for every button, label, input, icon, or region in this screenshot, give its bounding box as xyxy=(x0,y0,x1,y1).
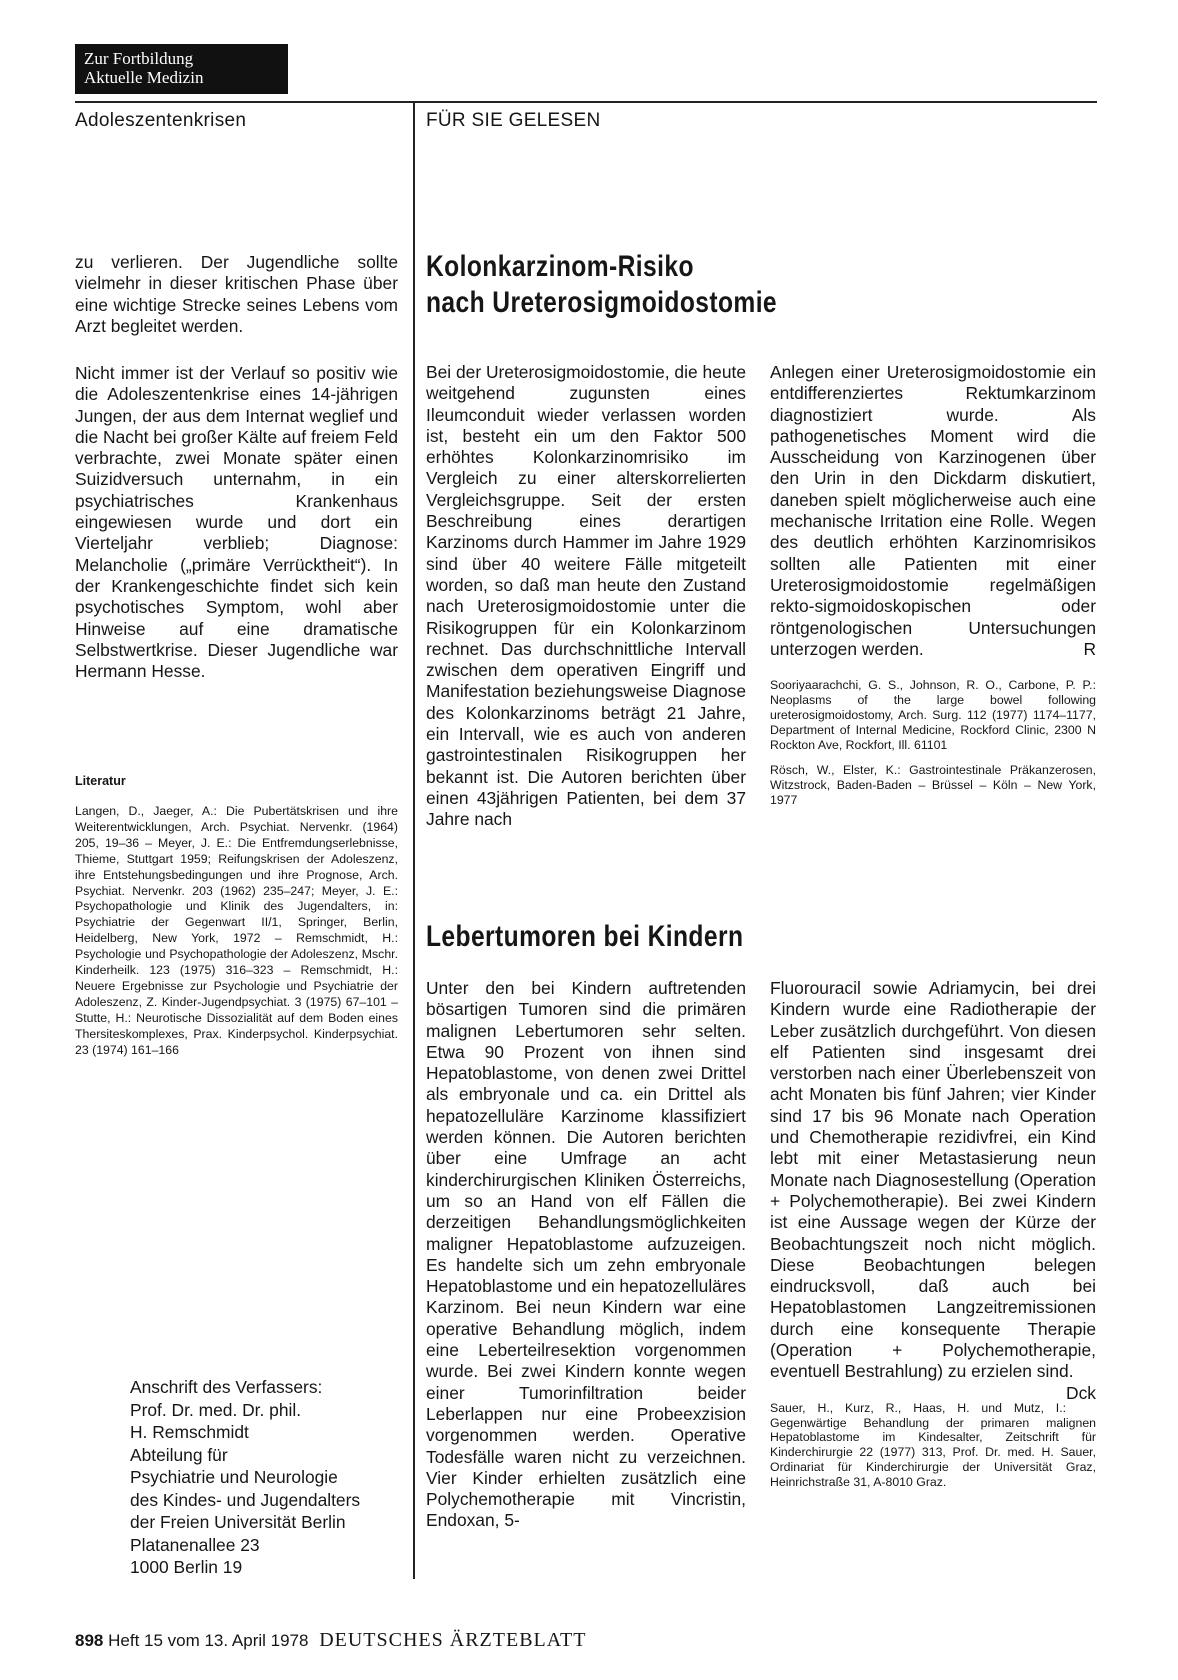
address-line: Abteilung für xyxy=(130,1444,228,1465)
article-2-signature: Dck xyxy=(1066,1382,1096,1403)
article-1-title-line-1: Kolonkarzinom-Risiko xyxy=(426,250,694,283)
right-section-title: FÜR SIE GELESEN xyxy=(426,110,601,131)
issue-info: Heft 15 vom 13. April 1978 xyxy=(108,1631,309,1650)
address-line: Platanenallee 23 xyxy=(130,1534,260,1555)
address-line: H. Remschmidt xyxy=(130,1422,249,1442)
article-1-title xyxy=(426,249,777,321)
article-1-reference-1: Sooriyaarachchi, G. S., Johnson, R. O., Carbone, P. P.: Neoplasms of the large bowel following ureterosigmoidostomy, Arch. Surg. 112 (1977) 1174–1177, Department of Internal Medicine, Rockford Clinic, 2300 N Rockton Ave, Rockfort, Ill. 61101 xyxy=(770,678,1096,752)
address-line: 1000 Berlin 19 xyxy=(130,1557,243,1577)
section-badge xyxy=(75,44,288,94)
article-1-column-1-text: Bei der Ureterosigmoidostomie, die heute weitgehend zugunsten eines Ileumconduit wieder verlassen worden ist, besteht ein um den Faktor 500 erhöhtes Kolonkarzinomrisiko im Vergleich zu einer alterskorrelierten Vergleichsgruppe. Seit der ersten Beschreibung eines derartigen Karzinoms durch Hammer im Jahre 1929 sind über 40 weitere Fälle mitgeteilt worden, so daß man heute den Zustand nach Ureterosigmoidostomie unter die Risikogruppen für ein Kolonkarzinom rechnet. Das durchschnittliche Intervall zwischen dem operativen Eingriff und Manifestation beziehungsweise Diagnose des Kolonkarzinoms beträgt 21 Jahre, ein Intervall, wie es auch von anderen gastrointestinalen Risikogruppen her bekannt ist. Die Autoren berichten über einen 43jährigen Patienten, bei dem 37 Jahre nach xyxy=(426,362,746,830)
address-line: Prof. Dr. med. Dr. phil. xyxy=(130,1399,302,1420)
left-section-title: Adoleszentenkrisen xyxy=(75,110,247,131)
author-address xyxy=(130,1376,360,1579)
address-line: Psychiatrie und Neurologie xyxy=(130,1467,338,1487)
literature-text: Langen, D., Jaeger, A.: Die Pubertätskrisen und ihre Weiterentwicklungen, Arch. Psychiat. Nervenkr. (1964) 205, 19–36 – Meyer, J. E.: Die Entfremdungserlebnisse, Thieme, Stuttgart 1959; Reifungskrisen der Adoleszenz, ihre Entstehungsbedingungen und ihre Prognose, Arch. Psychiat. Nervenkr. 203 (1962) 235–247; Meyer, J. E.: Psychopathologie und Klinik des Jugendalters, in: Psychiatrie der Gegenwart II/1, Springer, Berlin, Heidelberg, New York, 1972 – Remschmidt, H.: Psychologie und Psychopathologie der Adoleszenz, Mschr. Kinderheilk. 123 (1975) 316–323 – Remschmidt, H.: Neuere Ergebnisse zur Psychologie und Psychiatrie der Adoleszenz, Z. Kinder-Jugendpsychiat. 3 (1975) 67–101 – Stutte, H.: Neurotische Dissozialität auf dem Boden eines Thersiteskomplexes, Prax. Kinderpsychol. Kinderpsychiat. 23 (1974) 161–166 xyxy=(75,804,398,1057)
literature-label: Literatur xyxy=(75,774,126,788)
article-1-signature: R xyxy=(1083,638,1096,659)
article-2-title: Lebertumoren bei Kindern xyxy=(426,920,744,953)
page-number: 898 xyxy=(75,1631,104,1650)
badge-line-2: Aktuelle Medizin xyxy=(84,68,204,87)
left-paragraph-1-text: zu verlieren. Der Jugendliche sollte vielmehr in dieser kritischen Phase über eine wichtige Strecke seines Lebens vom Arzt begleitet werden. xyxy=(75,252,398,336)
page-footer xyxy=(75,1629,586,1652)
article-2-column-2 xyxy=(770,978,1096,1490)
left-column-paragraph-1 xyxy=(75,252,398,337)
article-1-column-2 xyxy=(770,362,1096,807)
header-rule xyxy=(75,101,1097,103)
address-line: der Freien Universität Berlin xyxy=(130,1512,346,1532)
journal-name: DEUTSCHES ÄRZTEBLATT xyxy=(319,1629,587,1651)
article-2-reference-1: Sauer, H., Kurz, R., Haas, H. und Mutz, I.: Gegenwärtige Behandlung der primaren malignen Hepatoblastome im Kindesalter, Zeitschrift für Kinderchirurgie 22 (1977) 313, Prof. Dr. med. H. Sauer, Ordinariat für Kinderchirurgie der Universität Graz, Heinrichstraße 31, A-8010 Graz. xyxy=(770,1400,1096,1490)
article-2-column-2-text: Fluorouracil sowie Adriamycin, bei drei Kindern wurde eine Radiotherapie der Leber zusätzlich durchgeführt. Von diesen elf Patienten sind insgesamt drei verstorben nach einer Überlebenszeit von acht Monaten bis fünf Jahren; vier Kinder sind 17 bis 96 Monate nach Operation und Chemotherapie rezidivfrei, ein Kind lebt mit einer Metastasierung neun Monate nach Diagnosestellung (Operation + Polychemotherapie). Bei zwei Kindern ist eine Aussage wegen der Kürze der Beobachtungszeit noch nicht möglich. Diese Beobachtungen belegen eindrucksvoll, daß auch bei Hepatoblastomen Langzeitremissionen durch eine konsequente Therapie (Operation + Polychemotherapie, eventuell Bestrahlung) zu erzielen sind. xyxy=(770,978,1096,1382)
address-line: Anschrift des Verfassers: xyxy=(130,1377,323,1397)
address-line: des Kindes- und Jugendalters xyxy=(130,1489,361,1510)
article-1-reference-2: Rösch, W., Elster, K.: Gastrointestinale Präkanzerosen, Witzstrock, Baden-Baden – Brüssel – Köln – New York, 1977 xyxy=(770,762,1096,807)
article-1-column-1 xyxy=(426,362,746,831)
badge-line-1: Zur Fortbildung xyxy=(84,49,194,68)
article-1-column-2-text: Anlegen einer Ureterosigmoidostomie ein entdifferenziertes Rektumkarzinom diagnostiziert wurde. Als pathogenetisches Moment wird die Ausscheidung von Karzinogenen über den Urin in den Dickdarm diskutiert, daneben spielt möglicherweise auch eine mechanische Irritation eine Rolle. Wegen des deutlich erhöhten Karzinomrisikos sollten alle Patienten mit einer Ureterosigmoidostomie regelmäßigen rekto-sigmoidoskopischen oder röntgenologischen Untersuchungen unterzogen werden. xyxy=(770,362,1096,659)
column-divider xyxy=(413,101,415,1579)
left-column-paragraph-2 xyxy=(75,363,398,682)
article-1-title-line-2: nach Ureterosigmoidostomie xyxy=(426,286,778,319)
article-2-column-1 xyxy=(426,978,746,1532)
left-paragraph-2-text: Nicht immer ist der Verlauf so positiv wie die Adoleszentenkrise eines 14-jährigen Jungen, der aus dem Internat weglief und die Nacht bei großer Kälte auf freiem Feld verbrachte, zwei Monate später einen Suizidversuch unternahm, in ein psychiatrisches Krankenhaus eingewiesen wurde und dort ein Vierteljahr verblieb; Diagnose: Melancholie („primäre Verrücktheit“). In der Krankengeschichte findet sich kein psychotisches Symptom, wohl aber Hinweise auf eine dramatische Selbstwertkrise. Dieser Jugendliche war Hermann Hesse. xyxy=(75,363,398,682)
article-2-column-1-text: Unter den bei Kindern auftretenden bösartigen Tumoren sind die primären malignen Lebertumoren sehr selten. Etwa 90 Prozent von ihnen sind Hepatoblastome, von denen zwei Drittel als embryonale und ca. ein Drittel als hepatozelluläre Karzinome klassifiziert werden können. Die Autoren berichten über eine Umfrage an acht kinderchirurgischen Kliniken Österreichs, um so an Hand von elf Fällen die derzeitigen Behandlungsmöglichkeiten maligner Hepatoblastome aufzuzeigen. Es handelte sich um zehn embryonale Hepatoblastome und ein hepatozelluläres Karzinom. Bei neun Kindern war eine operative Behandlung möglich, indem eine Leberteilresektion vorgenommen wurde. Bei zwei Kindern konnte wegen einer Tumorinfiltration beider Leberlappen nur eine Probeexzision vorgenommen werden. Operative Todesfälle waren nicht zu verzeichnen. Vier Kinder erhielten zusätzlich eine Polychemotherapie mit Vincristin, Endoxan, 5- xyxy=(426,978,747,1531)
